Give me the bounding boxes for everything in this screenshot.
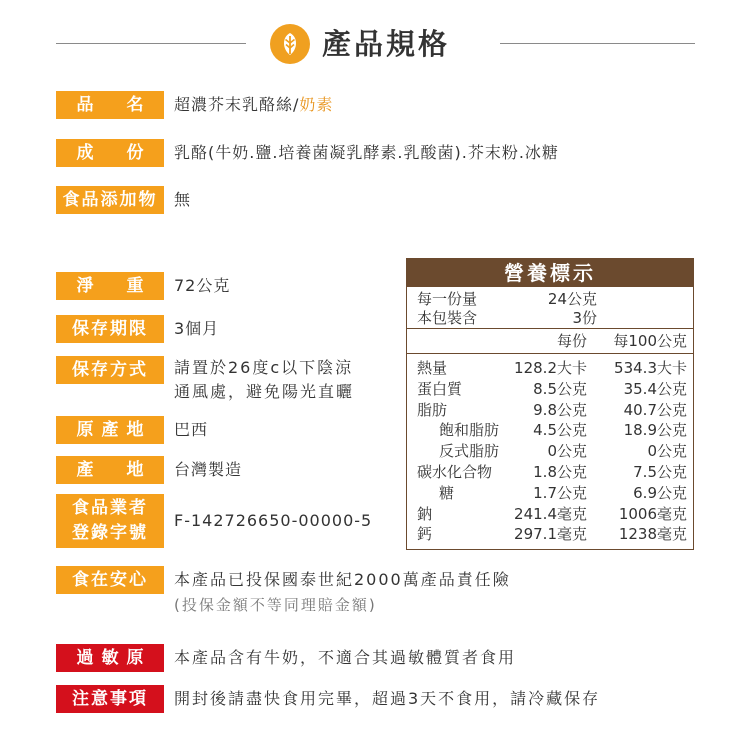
nutrient-per-serving: 0公克 [547, 442, 587, 461]
nutrition-divider-1 [407, 328, 693, 329]
label-manufacture-place: 產 地 [56, 456, 164, 484]
value-product-name [174, 91, 333, 119]
label-shelf-life: 保存期限 [56, 315, 164, 343]
insurance-note: (投保金額不等同理賠金額) [174, 596, 377, 614]
nutrient-name: 糖 [439, 483, 455, 502]
nutrient-name: 鈉 [417, 504, 433, 523]
nutrient-per-100g: 35.4公克 [623, 379, 687, 398]
nutrient-per-serving: 241.4毫克 [514, 504, 587, 523]
storage-line-2: 通風處，避免陽光直曬 [174, 382, 355, 401]
nutrient-per-serving: 297.1毫克 [514, 525, 587, 544]
label-insurance: 食在安心 [56, 566, 164, 594]
label-ingredients: 成 份 [56, 139, 164, 167]
header-divider-left [56, 43, 246, 44]
nutrient-per-100g: 18.9公克 [623, 421, 687, 440]
nutrient-per-100g: 7.5公克 [633, 463, 687, 481]
col-per-100g: 每100公克 [613, 332, 687, 350]
header-divider-right [500, 43, 695, 44]
value-insurance: 本產品已投保國泰世紀2000萬產品責任險 [174, 570, 511, 589]
leaf-logo-icon [270, 24, 310, 64]
nutrient-name: 飽和脂肪 [439, 421, 500, 440]
value-shelf-life: 3個月 [174, 319, 220, 338]
diet-type-text: 奶素 [299, 95, 334, 114]
storage-line-1: 請置於26度c以下陰涼 [174, 358, 354, 377]
nutrient-per-100g: 6.9公克 [633, 483, 687, 502]
nutrient-name: 碳水化合物 [417, 463, 493, 481]
label-additives: 食品添加物 [56, 186, 164, 214]
col-per-serving: 每份 [556, 332, 587, 350]
nutrient-per-100g: 534.3大卡 [614, 359, 687, 377]
label-allergen: 過敏原 [56, 644, 164, 672]
label-registration-number [56, 494, 164, 548]
label-origin: 原產地 [56, 416, 164, 444]
nutrient-per-100g: 40.7公克 [623, 400, 687, 419]
label-product-name: 品 名 [56, 91, 164, 119]
registration-label-line-1: 食品業者 [72, 498, 148, 518]
page-title: 產品規格 [322, 27, 451, 61]
value-manufacture-place: 台灣製造 [174, 460, 243, 479]
serving-size-label: 每一份量 [417, 290, 478, 308]
nutrient-per-100g: 1006毫克 [618, 504, 687, 523]
label-storage: 保存方式 [56, 356, 164, 384]
value-allergen: 本產品含有牛奶，不適合其過敏體質者食用 [174, 648, 517, 667]
value-registration-number: F-142726650-00000-5 [174, 511, 373, 530]
nutrient-name: 脂肪 [417, 400, 448, 419]
nutrition-title: 營養標示 [407, 259, 693, 287]
nutrient-per-serving: 4.5公克 [533, 421, 587, 440]
product-name-text: 超濃芥末乳酪絲/ [174, 95, 300, 114]
servings-label: 本包裝含 [417, 309, 478, 327]
nutrient-per-100g: 0公克 [647, 442, 687, 461]
nutrition-table [406, 258, 694, 550]
nutrient-per-serving: 9.8公克 [533, 400, 587, 419]
label-caution: 注意事項 [56, 685, 164, 713]
nutrient-name: 蛋白質 [417, 379, 463, 398]
nutrient-name: 反式脂肪 [439, 442, 500, 461]
serving-size-value: 24公克 [547, 290, 597, 308]
nutrient-per-serving: 1.8公克 [533, 463, 587, 481]
value-ingredients: 乳酪(牛奶.鹽.培養菌凝乳酵素.乳酸菌).芥末粉.冰糖 [174, 143, 559, 162]
nutrient-per-100g: 1238毫克 [618, 525, 687, 544]
value-origin: 巴西 [174, 420, 209, 439]
value-net-weight: 72公克 [174, 276, 231, 295]
value-additives: 無 [174, 190, 192, 209]
servings-value: 3份 [572, 309, 597, 327]
nutrient-name: 熱量 [417, 359, 448, 377]
nutrient-per-serving: 8.5公克 [533, 379, 587, 398]
page-header [0, 22, 750, 66]
nutrient-name: 鈣 [417, 525, 433, 544]
label-net-weight: 淨 重 [56, 272, 164, 300]
nutrient-per-serving: 1.7公克 [533, 483, 587, 502]
nutrition-divider-2 [407, 353, 693, 354]
value-caution: 開封後請盡快食用完畢，超過3天不食用，請冷藏保存 [174, 689, 601, 708]
value-storage [174, 354, 354, 404]
registration-label-line-2: 登錄字號 [72, 523, 148, 543]
nutrient-per-serving: 128.2大卡 [514, 359, 587, 377]
